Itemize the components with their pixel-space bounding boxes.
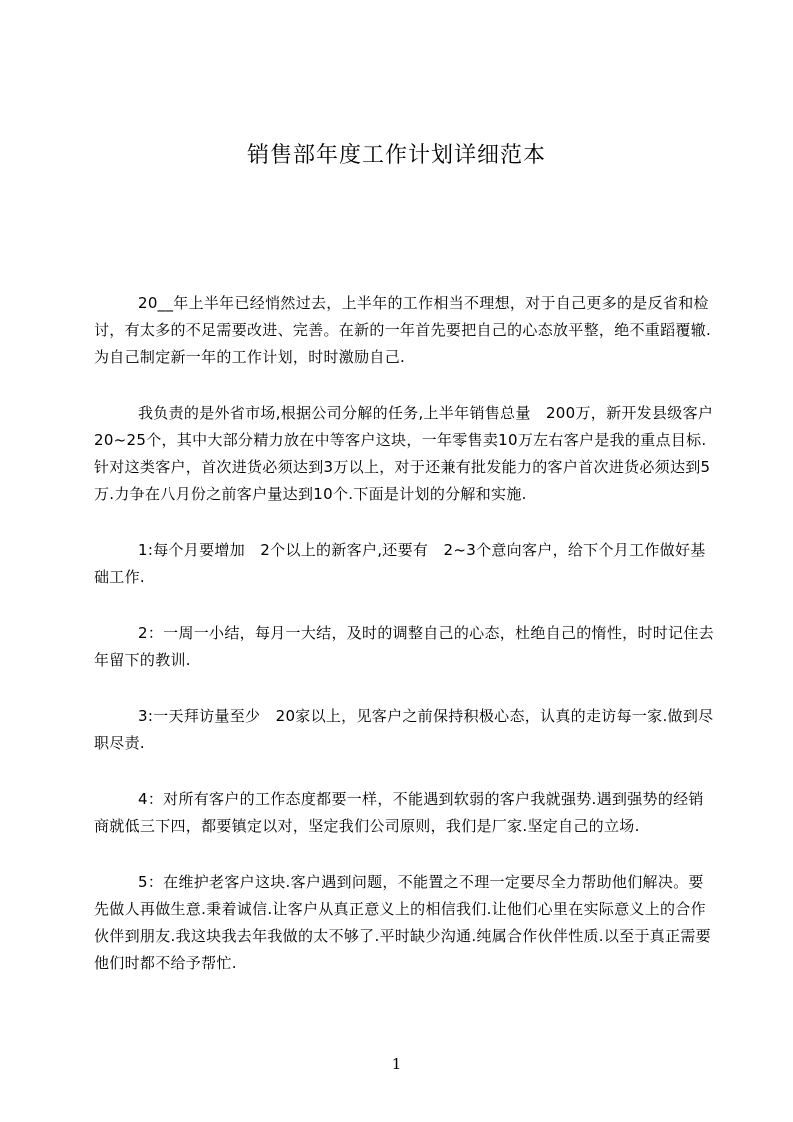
paragraph-plan-5: 5：在维护老客户这块.客户遇到问题，不能置之不理一定要尽全力帮助他们解决。要先做人再做生意.秉着诚信.让客户从真正意义上的相信我们.让他们心里在实际意义上的合作伙伴到朋友.我这块我去年我做的太不够了.平时缺少沟通.纯属合作伙伴性质.以至于真正需要他们时都不给予帮忙. — [94, 873, 711, 972]
paragraph-intro: 20__年上半年已经悄然过去，上半年的工作相当不理想，对于自己更多的是反省和检讨，有太多的不足需要改进、完善。在新的一年首先要把自己的心态放平整，绝不重蹈覆辙.为自己制定新一年的工作计划，时时激励自己. — [94, 294, 712, 366]
document-body — [94, 290, 714, 1006]
page-number: 1 — [391, 1055, 402, 1073]
paragraph-plan-3: 3:一天拜访量至少 20家以上，见客户之前保持积极心态，认真的走访每一家.做到尽职尽责. — [94, 707, 714, 752]
paragraph-market: 我负责的是外省市场,根据公司分解的任务,上半年销售总量 200万，新开发县级客户20~25个，其中大部分精力放在中等客户这块，一年零售卖10万左右客户是我的重点目标.针对这类客户，首次进货必须达到3万以上，对于还兼有批发能力的客户首次进货必须达到5万.力争在八月份之前客户量达到10个.下面是计划的分解和实施. — [94, 404, 714, 503]
document-title: 销售部年度工作计划详细范本 — [246, 143, 546, 168]
paragraph-plan-2: 2：一周一小结，每月一大结，及时的调整自己的心态，杜绝自己的惰性，时时记住去年留下的教训. — [94, 624, 714, 669]
paragraph-plan-1: 1:每个月要增加 2个以上的新客户,还要有 2~3个意向客户，给下个月工作做好基础工作. — [94, 541, 706, 586]
paragraph-plan-4: 4：对所有客户的工作态度都要一样，不能遇到软弱的客户我就强势.遇到强势的经销商就低三下四，都要镇定以对，坚定我们公司原则，我们是厂家.坚定自己的立场. — [94, 790, 704, 835]
